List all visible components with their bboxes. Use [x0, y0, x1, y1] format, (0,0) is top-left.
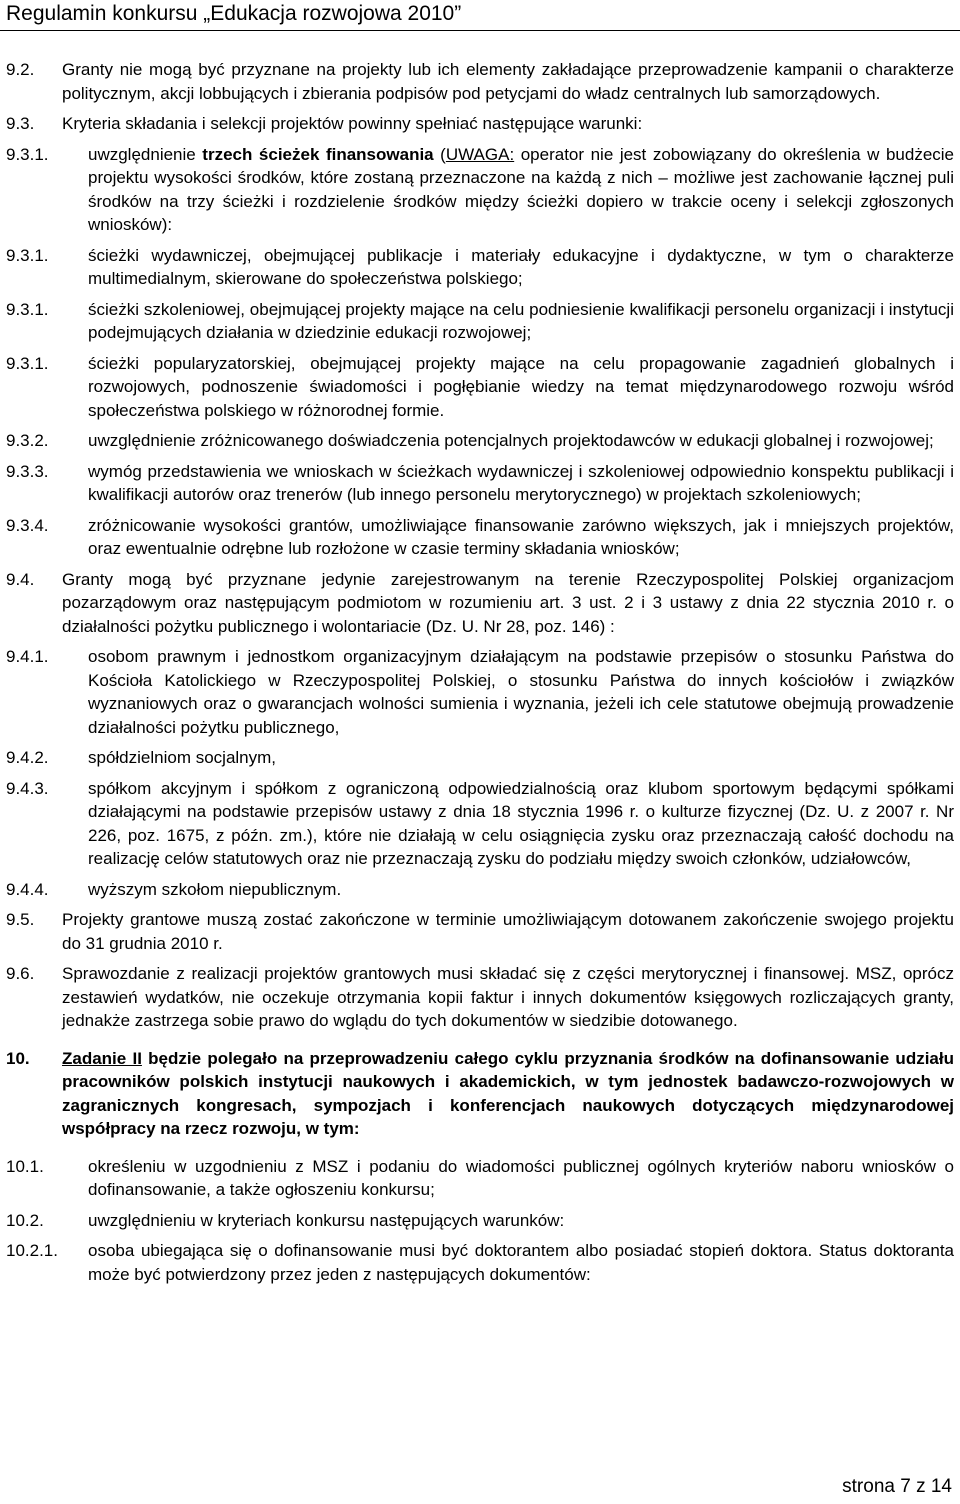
section-10: [6, 1047, 954, 1141]
item-text: [88, 143, 954, 237]
item-number: 9.4.: [6, 569, 35, 589]
item-text: osobom prawnym i jednostkom organizacyjnym działającym na podstawie przepisów o stosunku Państwa do Kościoła Katolickiego w Rzeczypospolitej Polskiej, o stosunku Państwa do innych kościołów i związków wyznaniowych oraz o gwarancjach wolności sumienia i wyznania, jeżeli ich cele statutowe obejmują prowadzenie działalności pożytku publicznego,: [88, 647, 954, 737]
item-number: 10.1.: [6, 1156, 44, 1176]
item-text: Granty mogą być przyznane jedynie zarejestrowanym na terenie Rzeczypospolitej Polskiej organizacjom pozarządowym oraz następującym podmiotom w rozumieniu art. 3 ust. 2 i 3 ustawy z dnia 22 stycznia 2010 r. o działalności pożytku publicznego i wolontariacie (Dz. U. Nr 28, poz. 146) :: [62, 569, 954, 636]
section-9-4-4: [6, 878, 954, 902]
task-name: Zadanie II: [62, 1048, 142, 1068]
item-number: 9.6.: [6, 964, 35, 983]
item-text: wymóg przedstawienia we wnioskach w ścieżkach wydawniczej i szkoleniowej odpowiednio konspektu publikacji i kwalifikacji autorów oraz trenerów (lub innego personelu merytorycznego) w projektach szkoleniowych;: [88, 461, 954, 504]
item-number: 9.3.1.: [6, 144, 49, 164]
section-9-5: [6, 908, 954, 955]
item-number: 9.5.: [6, 910, 35, 929]
item-text: spółdzielniom socjalnym,: [88, 748, 277, 767]
task-description: będzie polegało na przeprowadzeniu całego cyklu przyznania środków na dofinansowanie udziału pracowników polskich instytucji naukowych i akademickich, w tym jednostek badawczo-rozwojowych w zagranicznych kongresach, sympozjach i konferencjach naukowych dotyczących międzynarodowej współpracy na rzecz rozwoju, w tym:: [62, 1048, 954, 1138]
section-9-2: [6, 58, 954, 105]
item-text: Sprawozdanie z realizacji projektów grantowych musi składać się z części merytorycznej i finansowej. MSZ, oprócz zestawień wydatków, nie oczekuje otrzymania kopii faktur i innych dokumentów księgowych rozliczających granty, jednakże zastrzega sobie prawo do wglądu do tych dokumentów w siedzibie dotowanego.: [62, 964, 954, 1030]
item-text: wyższym szkołom niepublicznym.: [88, 879, 342, 899]
item-text: ścieżki wydawniczej, obejmującej publikacje i materiały edukacyjne i dydaktyczne, w tym o charakterze multimedialnym, skierowane do społeczeństwa polskiego;: [88, 245, 954, 288]
item-number: 9.3.: [6, 114, 35, 133]
section-10-2-1: [6, 1239, 954, 1286]
item-number: 9.4.3.: [6, 778, 49, 798]
section-9-4-1: [6, 645, 954, 739]
item-text: Kryteria składania i selekcji projektów powinny spełniać następujące warunki:: [62, 114, 643, 133]
item-number: 9.3.1.: [6, 245, 49, 265]
item-text: określeniu w uzgodnieniu z MSZ i podaniu do wiadomości publicznej ogólnych kryteriów naboru wniosków o dofinansowanie, a także ogłoszeniu konkursu;: [88, 1156, 954, 1199]
item-number: 9.3.2.: [6, 431, 49, 450]
item-text: ścieżki szkoleniowej, obejmującej projekty mające na celu podniesienie kwalifikacji personelu organizacji i instytucji podejmujących działania w dziedzinie edukacji rozwojowej;: [88, 299, 954, 342]
uwaga-label: UWAGA:: [445, 144, 515, 164]
item-text: [62, 1047, 954, 1141]
item-number: 9.3.4.: [6, 515, 49, 535]
section-10-2: [6, 1209, 954, 1233]
item-number: 9.3.1.: [6, 299, 49, 319]
item-number: 9.4.2.: [6, 748, 49, 767]
section-9-3-3: [6, 460, 954, 507]
item-text: zróżnicowanie wysokości grantów, umożliwiające finansowanie zarówno większych, jak i mniejszych projektów, oraz ewentualnie odrębne lub rozłożone w czasie terminy składania wniosków;: [88, 515, 954, 558]
item-text: uwzględnienie zróżnicowanego doświadczenia potencjalnych projektodawców w edukacji globalnej i rozwojowej;: [88, 431, 934, 450]
item-text: spółkom akcyjnym i spółkom z ograniczoną odpowiedzialnością oraz klubom sportowym będącymi spółkami działającymi na podstawie przepisów ustawy z dnia 18 stycznia 1996 r. o kulturze fizycznej (Dz. U. z 2007 r. Nr 226, poz. 1675, z późn. zm.), które nie działają w celu osiągnięcia zysku oraz przeznaczają całość dochodu na realizację celów statutowych oraz nie przeznaczają zysku do podziału między swoich członków, udziałowców,: [88, 778, 954, 868]
section-9-3-4: [6, 514, 954, 561]
item-number: 10.2.1.: [6, 1241, 58, 1260]
item-number: 10.: [6, 1048, 30, 1068]
section-9-3-1-b: [6, 298, 954, 345]
bold-text: trzech ścieżek finansowania: [202, 144, 434, 164]
item-number: 9.3.3.: [6, 461, 49, 481]
item-text: Granty nie mogą być przyznane na projekty lub ich elementy zakładające przeprowadzenie kampanii o charakterze politycznym, akcji lobbujących i zbierania podpisów pod petycjami do władz centralnych lub samorządowych.: [62, 60, 954, 103]
section-9-3-1: [6, 143, 954, 237]
section-9-3: [6, 112, 954, 136]
page-number: strona 7 z 14: [842, 1476, 952, 1497]
rest-text: operator nie jest zobowiązany do określenia w budżecie projektu wysokości środków, które zostaną przeznaczone na każdą z nich – możliwe jest zachowanie łącznej puli środków na trzy ścieżki i rozdzielenie środków między ścieżki dopiero w trakcie oceny i selekcji zgłoszonych wniosków):: [88, 144, 955, 234]
section-10-1: [6, 1155, 954, 1202]
document-header: Regulamin konkursu „Edukacja rozwojowa 2010”: [6, 2, 462, 25]
item-number: 9.4.1.: [6, 647, 49, 666]
section-9-4-2: [6, 746, 954, 770]
item-number: 9.4.4.: [6, 879, 49, 899]
item-text: Projekty grantowe muszą zostać zakończone w terminie umożliwiającym dotowanem zakończenie swojego projektu do 31 grudnia 2010 r.: [62, 910, 954, 953]
item-number: 10.2.: [6, 1210, 44, 1230]
lead-text: uwzględnienie: [88, 144, 203, 164]
section-9-3-1-c: [6, 352, 954, 423]
section-9-6: [6, 962, 954, 1033]
section-9-4-3: [6, 777, 954, 871]
section-9-4: [6, 568, 954, 639]
header-rule: [0, 30, 960, 31]
section-9-3-1-a: [6, 244, 954, 291]
document-body: [6, 58, 954, 1286]
item-number: 9.3.1.: [6, 353, 49, 373]
item-text: osoba ubiegająca się o dofinansowanie musi być doktorantem albo posiadać stopień doktora. Status doktoranta może być potwierdzony przez jeden z następujących dokumentów:: [88, 1241, 954, 1284]
item-number: 9.2.: [6, 60, 35, 79]
paren-text: (: [433, 144, 446, 164]
item-text: uwzględnieniu w kryteriach konkursu następujących warunków:: [88, 1210, 565, 1230]
item-text: ścieżki popularyzatorskiej, obejmującej projekty mające na celu propagowanie zagadnień globalnych i rozwojowych, podnoszenie świadomości i pogłębianie wiedzy na temat międzynarodowego rozwoju wśród społeczeństwa polskiego w różnorodnej formie.: [88, 353, 954, 420]
section-9-3-2: [6, 429, 954, 453]
